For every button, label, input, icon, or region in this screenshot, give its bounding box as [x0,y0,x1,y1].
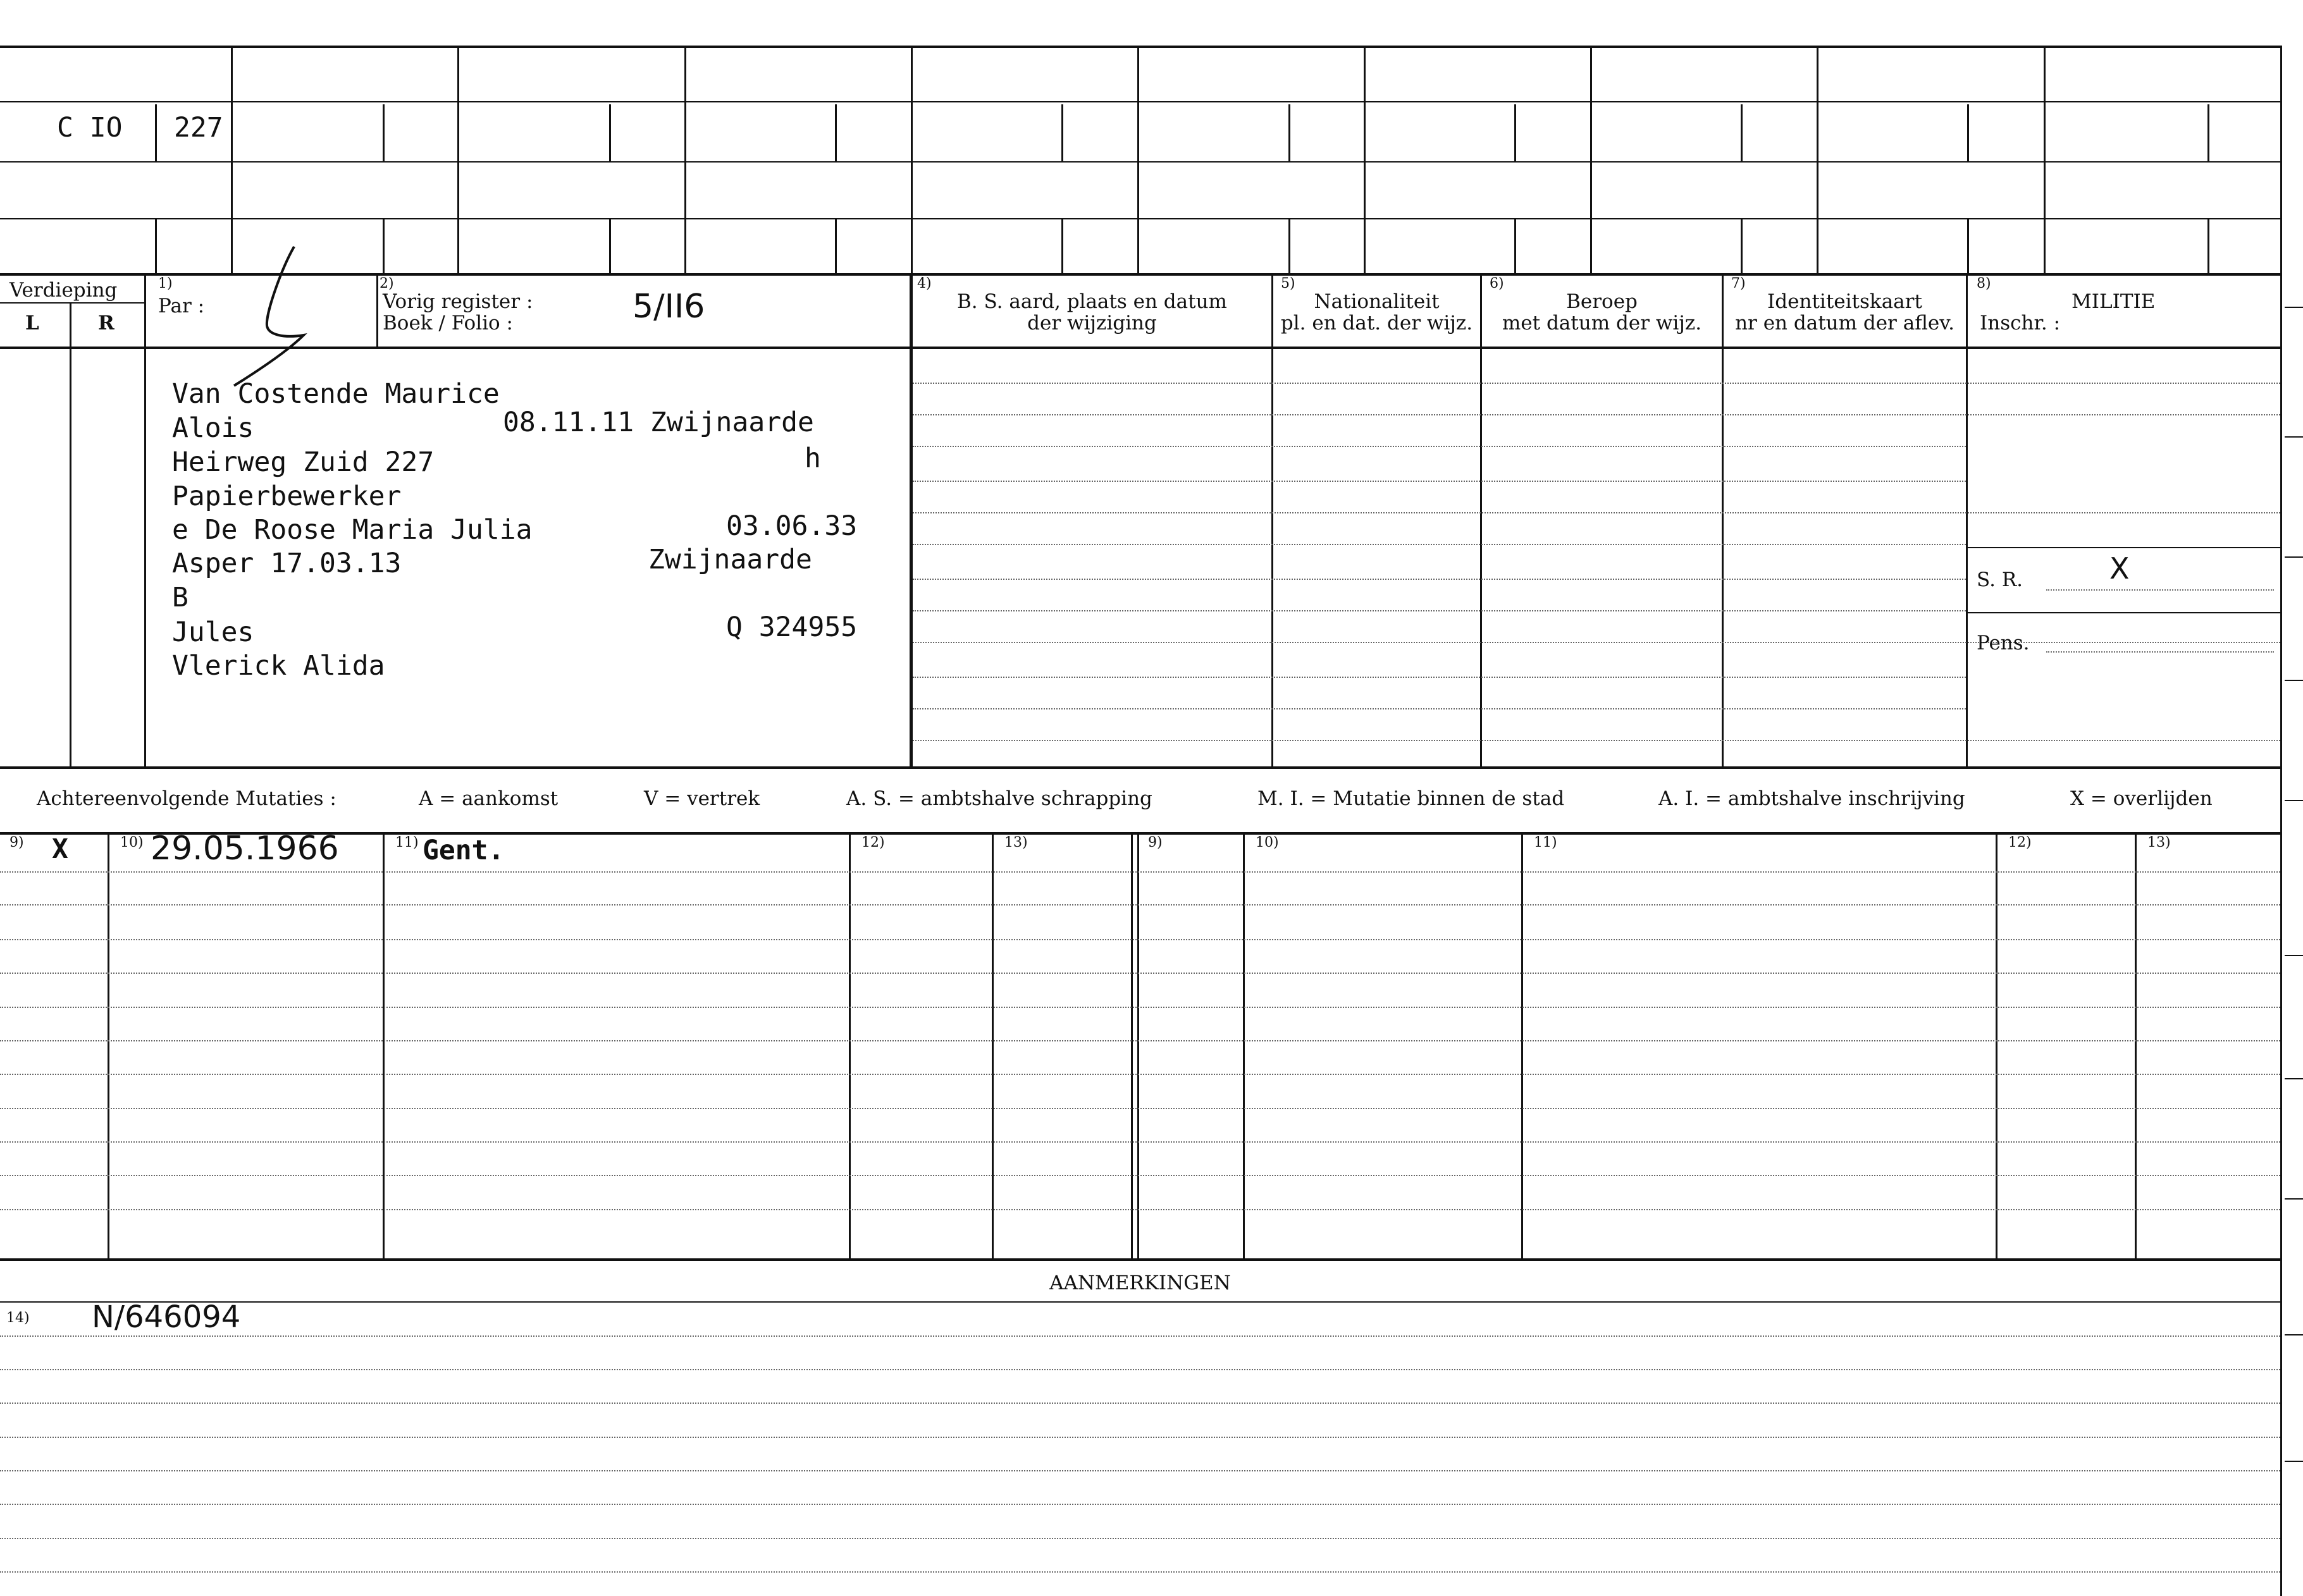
id-number: 7) [1731,276,1746,292]
person-sex: h [805,443,821,474]
prev-register-number: 2) [380,276,394,292]
person-id-number: Q 324955 [726,611,858,643]
person-address: Heirweg Zuid 227 [172,446,435,478]
person-father: Jules [172,617,254,648]
mutation-place: Gent. [423,835,505,866]
person-marriage-place: Zwijnaarde [648,544,812,575]
col-r-label: R [98,312,114,335]
nat-title-1: Nationaliteit [1314,290,1440,313]
mut-left-col-13: 13) [1004,835,1028,850]
mut-right-col-9: 9) [1148,835,1163,850]
remarks-title-rule [0,1301,2280,1303]
bs-number: 4) [917,276,932,292]
prev-register-value: 5/II6 [633,288,705,326]
nat-number: 5) [1281,276,1295,292]
militie-pens-label: Pens. [1977,632,2030,654]
mutations-bottom-rule [0,1258,2280,1261]
legend-a: A = aankomst [419,787,559,810]
mut-left-col-11: 11) [395,835,419,850]
legend-mi: M. I. = Mutatie binnen de stad [1257,787,1565,810]
person-marriage-date: 03.06.33 [726,510,858,542]
person-birth: 08.11.11 Zwijnaarde [503,407,814,438]
militie-number: 8) [1977,276,1991,292]
header-divider [0,302,145,304]
prev-register-label: Vorig register : [383,290,533,313]
mut-left-col-12: 12) [861,835,885,850]
beroep-title-2: met datum der wijz. [1502,312,1702,335]
legend-v: V = vertrek [644,787,760,810]
mut-right-col-13: 13) [2147,835,2171,850]
militie-title: MILITIE [2071,290,2156,313]
card-series: C IO [57,112,123,144]
mut-right-col-12: 12) [2008,835,2032,850]
person-firstname2: Alois [172,412,254,444]
militie-sr-label: S. R. [1977,568,2023,591]
mut-left-col-10: 10) [120,835,144,850]
remarks-value: N/646094 [92,1299,241,1335]
legend-title: Achtereenvolgende Mutaties : [37,787,336,810]
remarks-title: AANMERKINGEN [1049,1272,1231,1294]
militie-rule-2 [1966,612,2280,613]
militie-sr-value: X [2109,551,2130,586]
person-mother: Vlerick Alida [172,650,385,682]
mut-right-col-11: 11) [1534,835,1557,850]
prev-folio-label: Boek / Folio : [383,312,513,335]
militie-inschr-label: Inschr. : [1980,312,2061,335]
header-bottom-rule [0,347,2280,349]
mut-right-col-10: 10) [1256,835,1279,850]
person-occupation: Papierbewerker [172,481,402,512]
beroep-title-1: Beroep [1566,290,1638,313]
id-title-1: Identiteitskaart [1767,290,1922,313]
mutation-date: 29.05.1966 [151,830,339,868]
remarks-number: 14) [6,1310,30,1326]
beroep-number: 6) [1490,276,1504,292]
par-label: Par : [158,295,205,317]
id-title-2: nr en datum der aflev. [1735,312,1954,335]
legend-x: X = overlijden [2070,787,2213,810]
legend-ai: A. I. = ambtshalve inschrijving [1658,787,1965,810]
body-bottom-rule [0,766,2280,769]
militie-rule-1 [1966,547,2280,548]
person-spouse-birth: Asper 17.03.13 [172,548,402,579]
verdieping-label: Verdieping [9,279,118,302]
mutation-type: X [52,833,68,865]
card-number: 227 [174,112,223,144]
par-number: 1) [158,276,173,292]
person-letter: B [172,582,188,613]
bs-title-1: B. S. aard, plaats en datum [957,290,1227,313]
person-name: Van Costende Maurice [172,378,500,410]
mutations-top-rule [0,832,2280,835]
legend-as: A. S. = ambtshalve schrapping [846,787,1152,810]
mut-left-col-9: 9) [9,835,24,850]
person-spouse: e De Roose Maria Julia [172,514,533,546]
bs-title-2: der wijziging [1027,312,1157,335]
nat-title-2: pl. en dat. der wijz. [1280,312,1473,335]
col-l-label: L [25,312,39,335]
